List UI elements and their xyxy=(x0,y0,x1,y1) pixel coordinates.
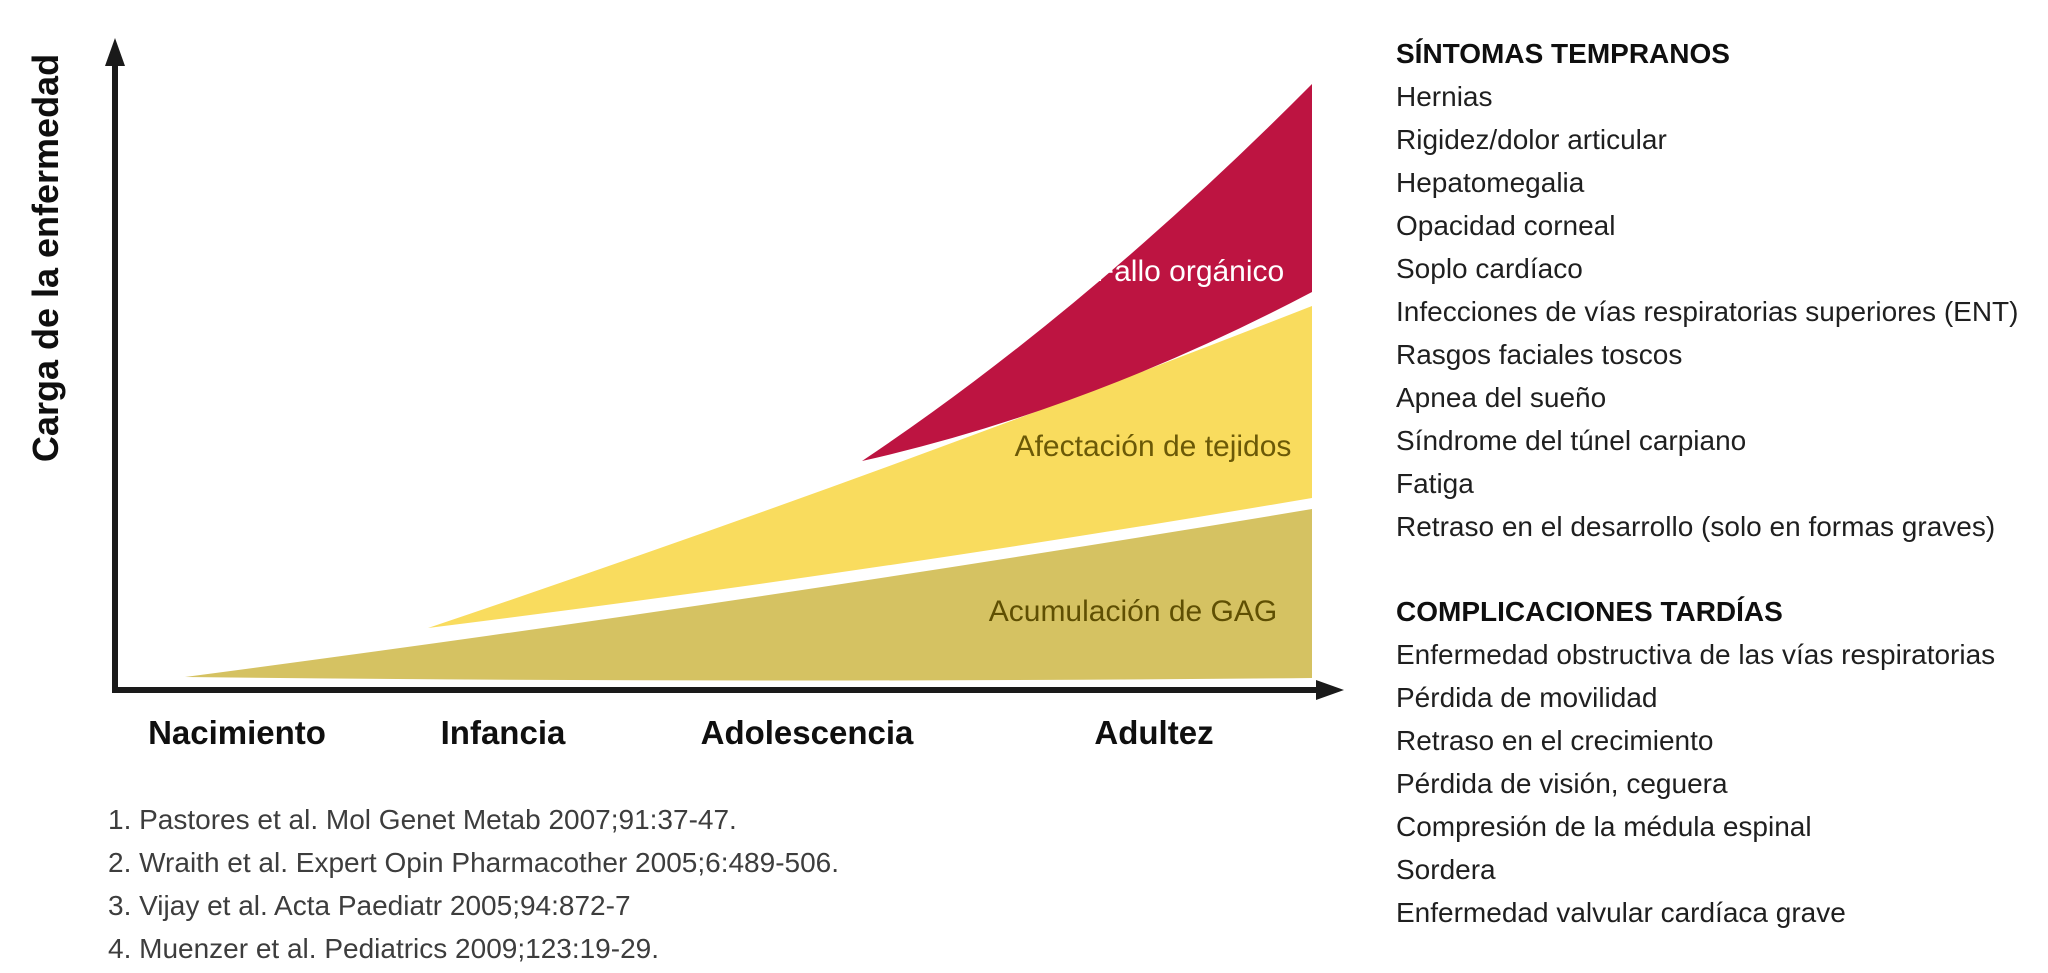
wedge-label: Acumulación de GAG xyxy=(988,595,1278,628)
reference-list xyxy=(108,798,839,970)
symptom-item: Síndrome del túnel carpiano xyxy=(1396,425,1747,456)
early-symptoms-list xyxy=(1396,75,2036,548)
x-axis-stage-label: Adultez xyxy=(1094,714,1214,751)
complication-item: Enfermedad valvular cardíaca grave xyxy=(1396,897,1846,928)
x-axis-labels xyxy=(148,714,1214,751)
wedge-group xyxy=(185,84,1312,681)
symptom-item: Apnea del sueño xyxy=(1396,382,1607,413)
symptom-item: Retraso en el desarrollo (solo en formas graves) xyxy=(1396,511,1996,542)
wedge-label: Fallo orgánico xyxy=(1095,255,1285,288)
symptom-item: Infecciones de vías respiratorias superiores (ENT) xyxy=(1396,296,2019,327)
reference-item: 4. Muenzer et al. Pediatrics 2009;123:19-29. xyxy=(108,933,660,964)
late-complications-list xyxy=(1396,633,2036,934)
y-axis-arrow-icon xyxy=(105,38,125,66)
complication-item: Enfermedad obstructiva de las vías respiratorias xyxy=(1396,639,1996,670)
reference-item: 2. Wraith et al. Expert Opin Pharmacother 2005;6:489-506. xyxy=(108,847,840,878)
x-axis-arrow-icon xyxy=(1316,680,1344,700)
symptom-panel xyxy=(1396,32,2036,934)
symptom-item: Opacidad corneal xyxy=(1396,210,1616,241)
symptom-item: Hernias xyxy=(1396,81,1493,112)
complication-item: Retraso en el crecimiento xyxy=(1396,725,1714,756)
symptom-item: Rasgos faciales toscos xyxy=(1396,339,1683,370)
symptom-item: Soplo cardíaco xyxy=(1396,253,1583,284)
wedge-label: Afectación de tejidos xyxy=(1014,430,1292,463)
complication-item: Sordera xyxy=(1396,854,1496,885)
x-axis-stage-label: Nacimiento xyxy=(148,714,326,751)
complication-item: Pérdida de visión, ceguera xyxy=(1396,768,1728,799)
complication-item: Pérdida de movilidad xyxy=(1396,682,1658,713)
symptom-item: Fatiga xyxy=(1396,468,1474,499)
x-axis-stage-label: Adolescencia xyxy=(700,714,914,751)
reference-item: 1. Pastores et al. Mol Genet Metab 2007;91:37-47. xyxy=(108,804,737,835)
complication-item: Compresión de la médula espinal xyxy=(1396,811,1812,842)
y-axis-label: Carga de la enfermedad xyxy=(25,53,66,463)
early-symptoms-title: SÍNTOMAS TEMPRANOS xyxy=(1396,38,1730,69)
symptom-item: Rigidez/dolor articular xyxy=(1396,124,1667,155)
reference-item: 3. Vijay et al. Acta Paediatr 2005;94:872-7 xyxy=(108,890,631,921)
symptom-item: Hepatomegalia xyxy=(1396,167,1585,198)
late-complications-title: COMPLICACIONES TARDÍAS xyxy=(1396,596,1783,627)
x-axis-stage-label: Infancia xyxy=(440,714,566,751)
